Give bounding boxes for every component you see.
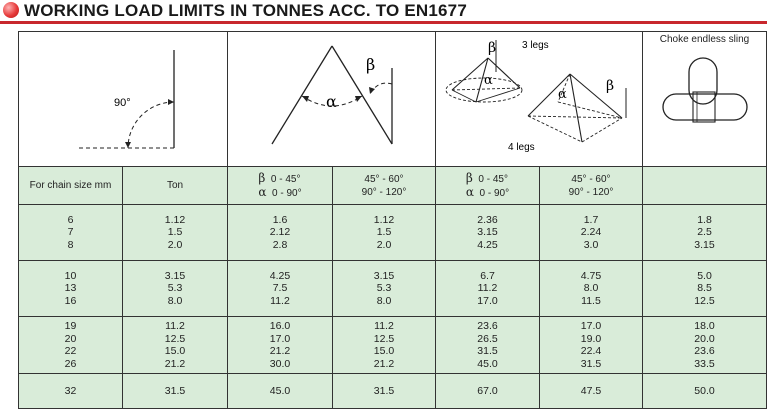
two-leg-alpha-range: 0 - 90° bbox=[272, 187, 302, 199]
two-leg-b-cell: 1.12 1.5 2.0 bbox=[333, 205, 436, 261]
single-leg-diagram-cell bbox=[19, 32, 228, 167]
multi-leg-a-cell: 67.0 bbox=[436, 374, 540, 409]
multi-leg-beta-range: 0 - 45° bbox=[478, 173, 508, 185]
chain-size-cell: 32 bbox=[19, 374, 123, 409]
two-leg-a-cell: 45.0 bbox=[228, 374, 333, 409]
beta-symbol: β bbox=[465, 170, 473, 185]
multi-leg-diagram-cell bbox=[436, 32, 643, 167]
two-leg-range-a-header bbox=[228, 167, 333, 205]
choke-sling-label: Choke endless sling bbox=[659, 34, 750, 45]
two-leg-b-cell: 11.2 12.5 15.0 21.2 bbox=[333, 317, 436, 374]
four-legs-label: 4 legs bbox=[508, 142, 535, 153]
ton-cell: 31.5 bbox=[123, 374, 228, 409]
choke-cell: 5.0 8.5 12.5 bbox=[643, 261, 767, 317]
table-row-group bbox=[19, 317, 767, 374]
multi-leg-range-b-line1: 45° - 60° bbox=[571, 173, 611, 185]
multi-leg-a-cell: 2.36 3.15 4.25 bbox=[436, 205, 540, 261]
ton-cell: 1.12 1.5 2.0 bbox=[123, 205, 228, 261]
three-legs-label: 3 legs bbox=[522, 40, 549, 51]
chain-size-cell: 19 20 22 26 bbox=[19, 317, 123, 374]
choke-sling-diagram bbox=[643, 46, 765, 146]
multi-leg-range-a-header bbox=[436, 167, 540, 205]
two-leg-beta-range: 0 - 45° bbox=[270, 173, 301, 185]
alpha-symbol: α bbox=[465, 184, 474, 199]
chain-size-cell: 10 13 16 bbox=[19, 261, 123, 317]
three-leg-beta-label: β bbox=[488, 40, 497, 56]
alpha-symbol: α bbox=[258, 184, 267, 199]
two-leg-range-b-header bbox=[333, 167, 436, 205]
header-row bbox=[19, 167, 767, 205]
choke-cell: 1.8 2.5 3.15 bbox=[643, 205, 767, 261]
multi-leg-a-cell: 23.6 26.5 31.5 45.0 bbox=[436, 317, 540, 374]
multi-leg-b-cell: 4.75 8.0 11.5 bbox=[540, 261, 643, 317]
alpha-label: α bbox=[326, 92, 337, 111]
four-leg-alpha-label: α bbox=[558, 87, 567, 102]
two-leg-a-cell: 16.0 17.0 21.2 30.0 bbox=[228, 317, 333, 374]
choke-header bbox=[643, 167, 767, 205]
multi-leg-alpha-range: 0 - 90° bbox=[479, 187, 510, 199]
two-leg-range-b-line2: 90° - 120° bbox=[361, 186, 407, 198]
table-row-group bbox=[19, 261, 767, 317]
multi-leg-b-cell: 1.7 2.24 3.0 bbox=[540, 205, 643, 261]
beta-label: β bbox=[366, 55, 376, 74]
multi-leg-b-cell: 47.5 bbox=[540, 374, 643, 409]
multi-leg-b-cell: 17.0 19.0 22.4 31.5 bbox=[540, 317, 643, 374]
ton-cell: 3.15 5.3 8.0 bbox=[123, 261, 228, 317]
page-title: WORKING LOAD LIMITS IN TONNES ACC. TO EN1677 bbox=[24, 1, 467, 20]
right-angle-label: 90° bbox=[114, 97, 131, 109]
four-leg-beta-label: β bbox=[606, 78, 615, 94]
three-leg-alpha-label: α bbox=[484, 73, 493, 88]
single-leg-diagram bbox=[19, 32, 228, 166]
diagram-row bbox=[19, 32, 767, 167]
choke-cell: 18.0 20.0 23.6 33.5 bbox=[643, 317, 767, 374]
two-leg-a-cell: 1.6 2.12 2.8 bbox=[228, 205, 333, 261]
ton-cell: 11.2 12.5 15.0 21.2 bbox=[123, 317, 228, 374]
title-bar bbox=[0, 0, 767, 22]
multi-leg-a-cell: 6.7 11.2 17.0 bbox=[436, 261, 540, 317]
ton-header: Ton bbox=[123, 167, 228, 205]
multi-leg-range-b-line2: 90° - 120° bbox=[568, 186, 614, 198]
two-leg-diagram-cell bbox=[228, 32, 436, 167]
working-load-limits-table bbox=[18, 31, 767, 409]
two-leg-diagram bbox=[228, 32, 436, 166]
multi-leg-diagram bbox=[436, 32, 643, 166]
two-leg-b-cell: 31.5 bbox=[333, 374, 436, 409]
choke-cell: 50.0 bbox=[643, 374, 767, 409]
table-row-group bbox=[19, 374, 767, 409]
multi-leg-range-b-header bbox=[540, 167, 643, 205]
choke-sling-diagram-cell bbox=[643, 32, 767, 167]
two-leg-a-cell: 4.25 7.5 11.2 bbox=[228, 261, 333, 317]
beta-symbol: β bbox=[258, 170, 266, 185]
bullet-icon bbox=[3, 2, 19, 18]
chain-size-cell: 6 7 8 bbox=[19, 205, 123, 261]
table-row-group bbox=[19, 205, 767, 261]
two-leg-range-b-line1: 45° - 60° bbox=[364, 173, 404, 185]
two-leg-b-cell: 3.15 5.3 8.0 bbox=[333, 261, 436, 317]
title-divider bbox=[0, 21, 767, 24]
chain-size-header: For chain size mm bbox=[19, 167, 123, 205]
